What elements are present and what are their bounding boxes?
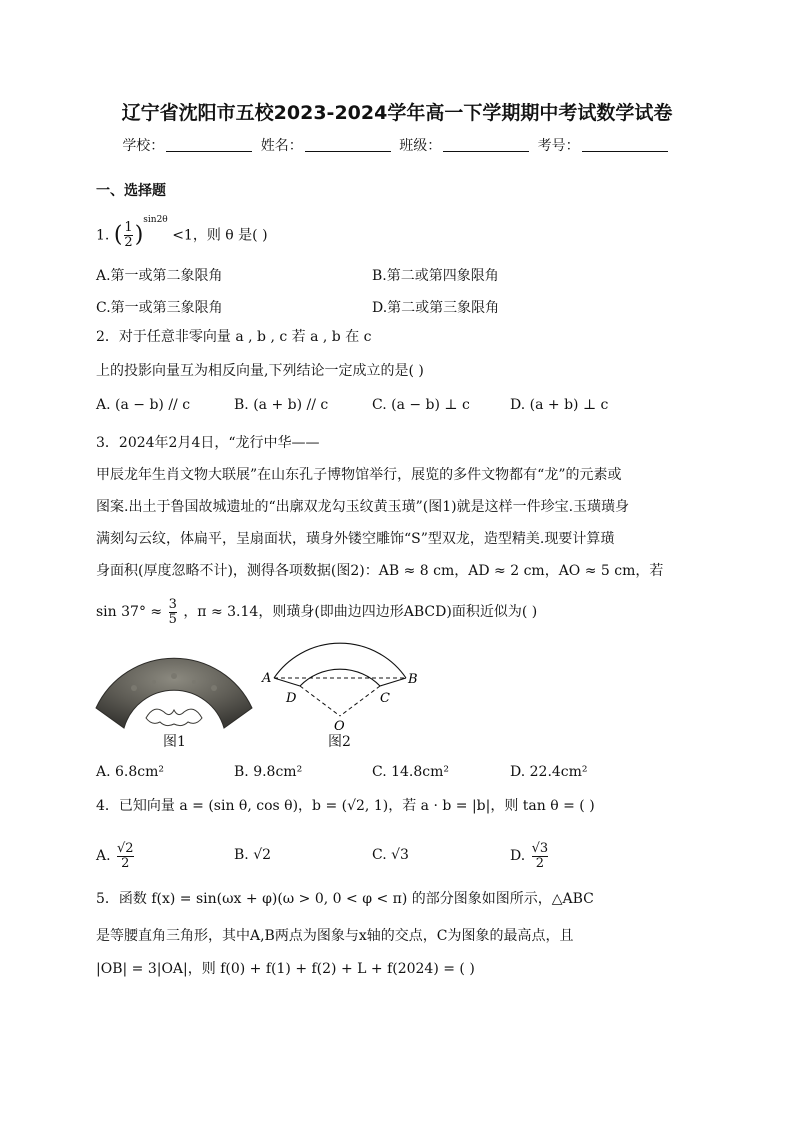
section-heading: 一、选择题 — [96, 183, 166, 199]
q3-option-a[interactable]: A. 6.8cm² — [96, 764, 165, 780]
segment-bc — [380, 678, 406, 686]
q4-option-c[interactable]: C. √3 — [372, 847, 409, 863]
segment-do — [300, 686, 340, 716]
class-field[interactable] — [443, 139, 529, 152]
question-3-line-5: 身面积(厚度忽略不计)，测得各项数据(图2)：AB ≈ 8 cm，AD ≈ 2 cm，AO ≈ 5 cm，若 — [96, 563, 664, 579]
q2-option-c[interactable]: C. (a − b) ⊥ c — [372, 397, 470, 413]
label-a: A — [262, 671, 272, 686]
question-3-line-6 — [96, 594, 537, 630]
label-d: D — [286, 691, 297, 706]
number-label: 考号： — [537, 138, 580, 154]
label-b: B — [408, 672, 418, 687]
question-4-stem: 4．已知向量 a = (sin θ, cos θ)，b = (√2, 1)，若 a · b = |b|，则 tan θ = ( ) — [96, 798, 595, 814]
q3-option-b[interactable]: B. 9.8cm² — [234, 764, 303, 780]
q3-question-text: ，π ≈ 3.14，则璜身(即曲边四边形ABCD)面积近似为( ) — [183, 604, 538, 620]
outer-arc — [274, 643, 406, 678]
question-3-line-2: 甲辰龙年生肖文物大联展”在山东孔子博物馆举行，展览的多件文物都有“龙”的元素或 — [96, 467, 622, 483]
q1-option-d[interactable]: D.第二或第三象限角 — [372, 300, 500, 316]
question-2-line-2: 上的投影向量互为相反向量,下列结论一定成立的是( ) — [96, 363, 424, 379]
question-1-stem: 1. ( $\frac{1}{2}$ )$^{sin2\theta}$ <1，则 θ 是( ) — [96, 215, 268, 251]
figure-2-caption: 图2 — [328, 734, 351, 750]
q1-number: 1. — [96, 227, 110, 244]
q3-fraction: $\frac{3}{5}$ — [168, 596, 177, 627]
q3-sine-text: sin 37° ≈ — [96, 604, 163, 620]
q1-exponent: sin2θ — [143, 215, 168, 225]
q4-option-d[interactable]: D. $\frac{√3}{2}$ — [510, 840, 549, 871]
question-3-line-1: 3．2024年2月4日，“龙行中华—— — [96, 435, 320, 451]
q1-option-a[interactable]: A.第一或第二象限角 — [96, 268, 223, 284]
q1-fraction: $\frac{1}{2}$ — [124, 220, 133, 251]
question-2-line-1: 2．对于任意非零向量 a , b , c 若 a , b 在 c — [96, 329, 372, 345]
class-label: 班级： — [399, 138, 442, 154]
school-field[interactable] — [166, 139, 252, 152]
label-c: C — [380, 691, 390, 706]
question-3-line-3: 图案.出土于鲁国故城遗址的“出廓双龙勾玉纹黄玉璜”(图1)就是这样一件珍宝.玉璜璜身 — [96, 499, 630, 515]
label-o: O — [334, 719, 345, 734]
q2-option-b[interactable]: B. (a + b) // c — [234, 397, 329, 413]
segment-ad — [274, 678, 300, 686]
q1-option-c[interactable]: C.第一或第三象限角 — [96, 300, 223, 316]
q1-option-b[interactable]: B.第二或第四象限角 — [372, 268, 499, 284]
q3-option-c[interactable]: C. 14.8cm² — [372, 764, 450, 780]
question-5-line-3: |OB| = 3|OA|，则 f(0) + f(1) + f(2) + L + f(2024) = ( ) — [96, 961, 475, 977]
segment-co — [340, 686, 380, 716]
q3-option-d[interactable]: D. 22.4cm² — [510, 764, 588, 780]
q2-option-d[interactable]: D. (a + b) ⊥ c — [510, 397, 609, 413]
q1-text: <1，则 θ 是( ) — [172, 227, 268, 244]
question-5-line-1: 5．函数 f(x) = sin(ωx + φ)(ω > 0, 0 < φ < π) 的部分图象如图所示，△ABC — [96, 891, 594, 907]
number-field[interactable] — [582, 139, 668, 152]
q2-option-a[interactable]: A. (a − b) // c — [96, 397, 191, 413]
school-label: 学校： — [122, 138, 165, 154]
name-field[interactable] — [305, 139, 391, 152]
student-info-row — [0, 137, 794, 155]
question-5-line-2: 是等腰直角三角形，其中A,B两点为图象与x轴的交点，C为图象的最高点，且 — [96, 928, 574, 944]
figure-1-caption: 图1 — [163, 734, 186, 750]
exam-title: 辽宁省沈阳市五校2023-2024学年高一下学期期中考试数学试卷 — [121, 102, 673, 124]
name-label: 姓名： — [260, 138, 303, 154]
geometry-diagram — [258, 632, 418, 736]
q4-option-a[interactable]: A. $\frac{√2}{2}$ — [96, 840, 134, 871]
q4-option-b[interactable]: B. √2 — [234, 847, 272, 863]
question-3-line-4: 满刻勾云纹，体扁平，呈扇面状，璜身外镂空雕饰“S”型双龙，造型精美.现要计算璜 — [96, 531, 615, 547]
